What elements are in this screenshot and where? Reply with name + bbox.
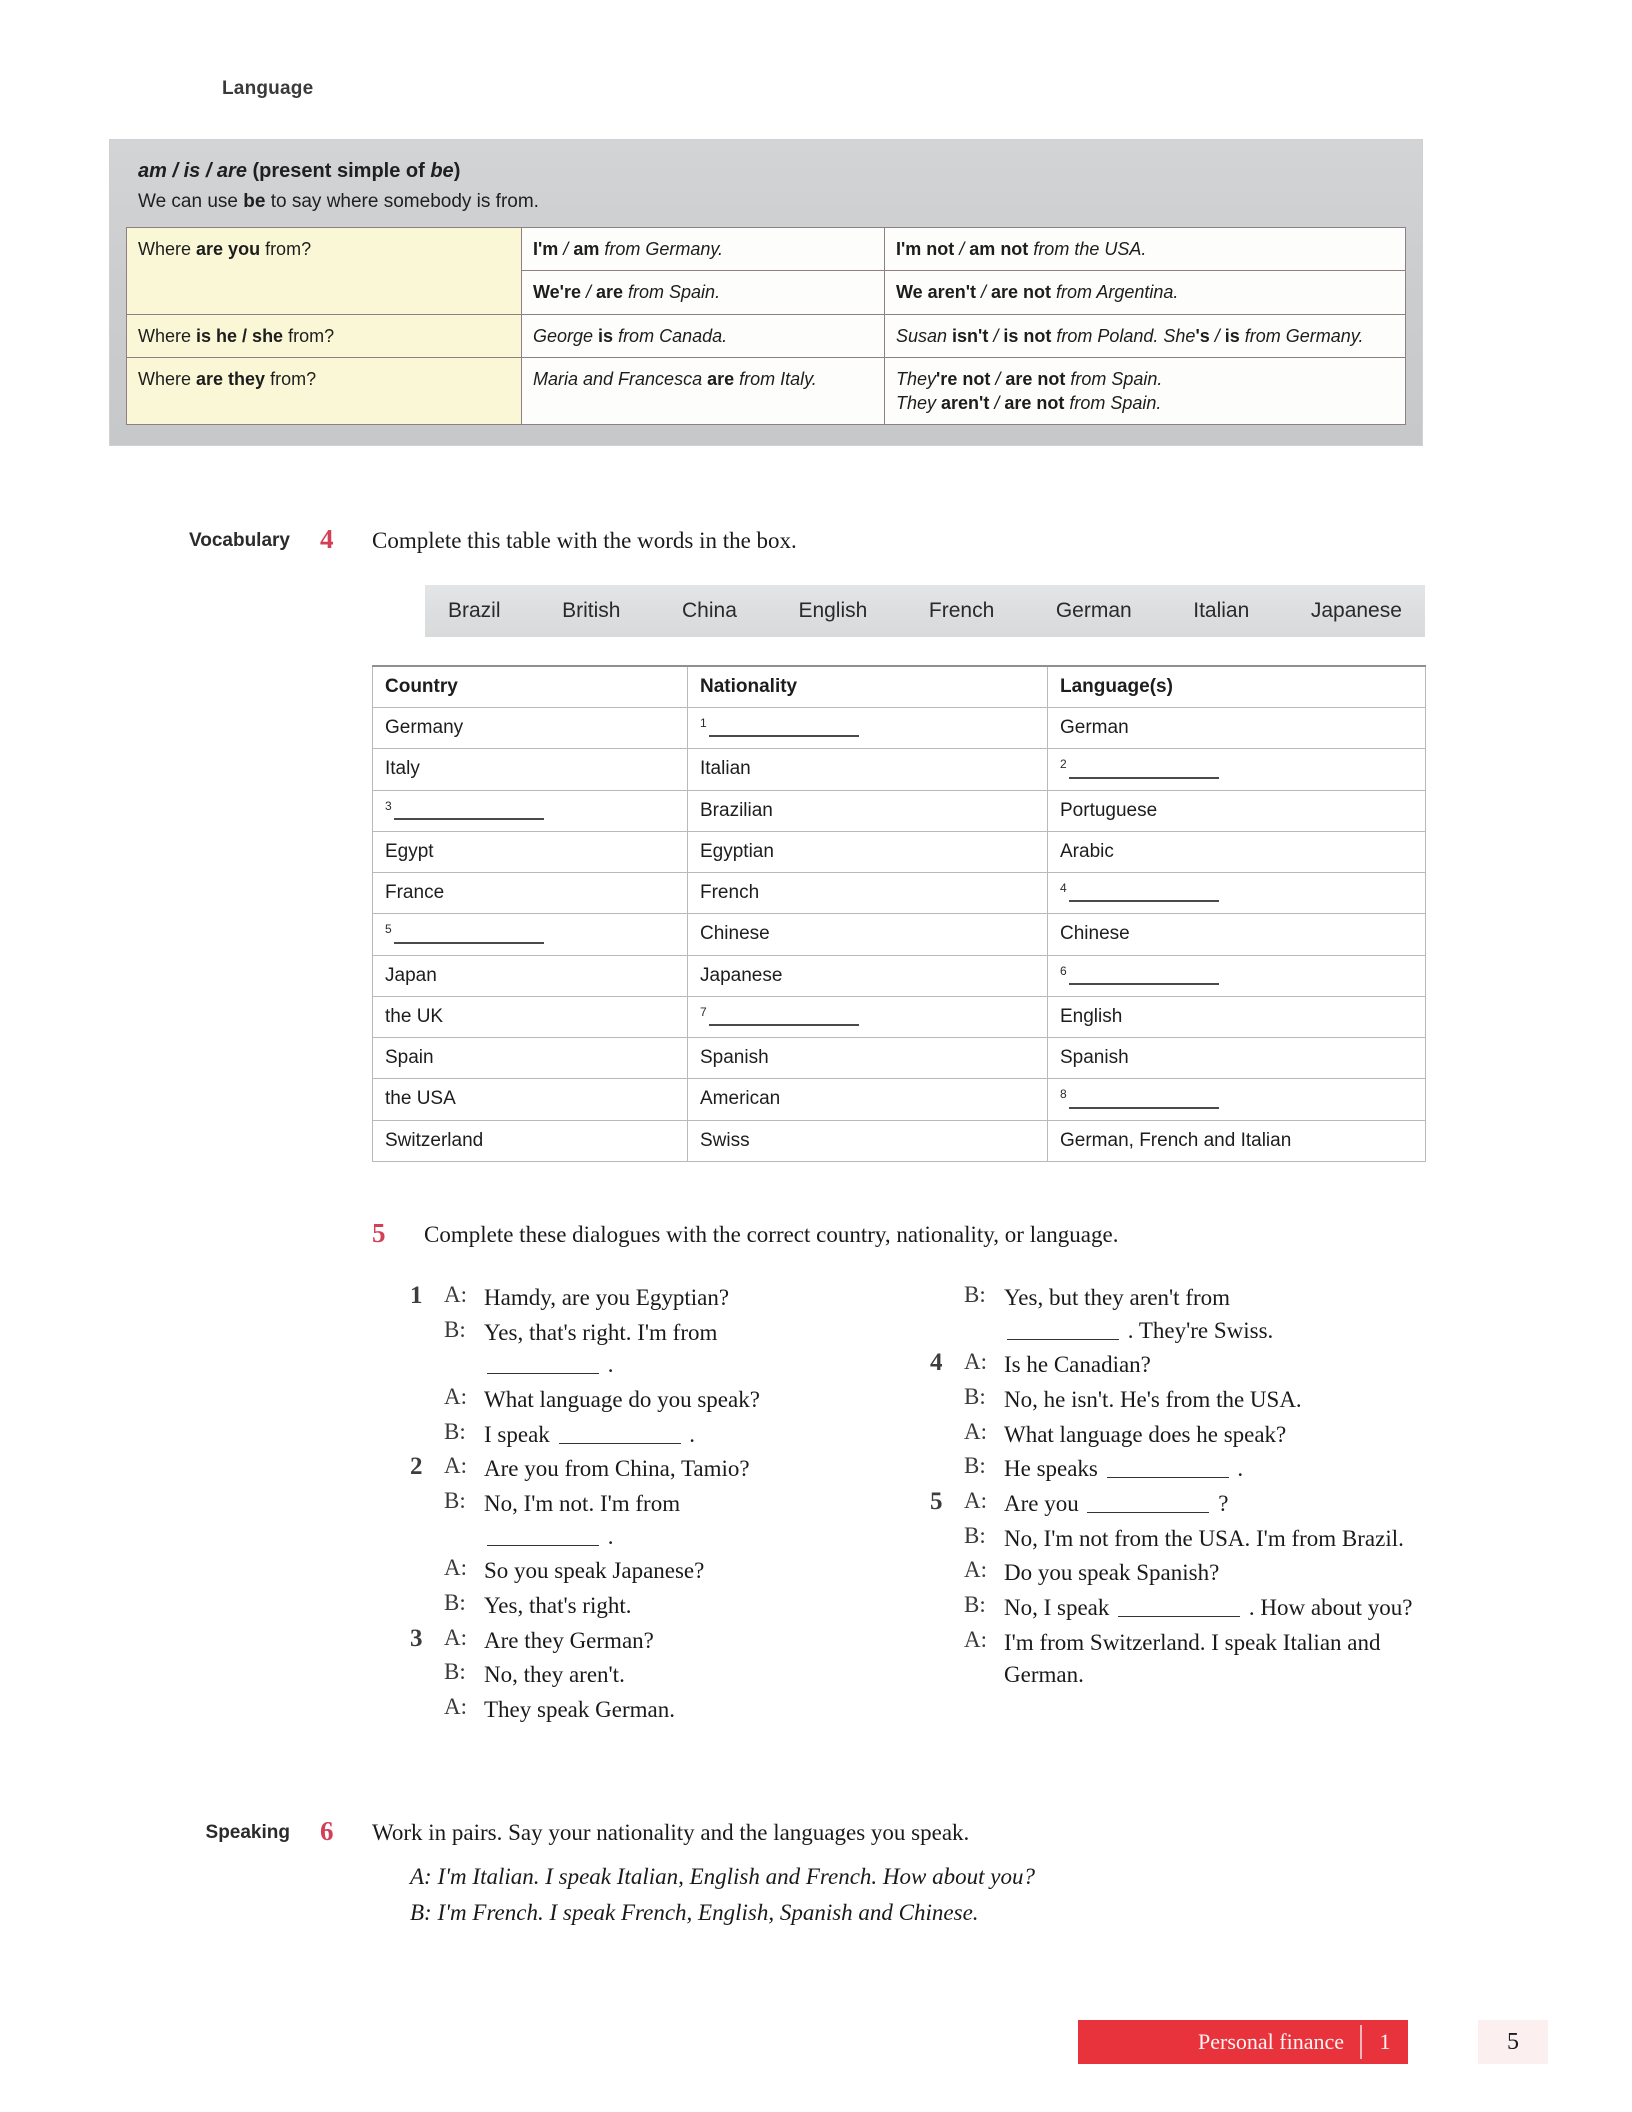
neg-mid: / — [954, 239, 970, 259]
dialogue-text-after: . — [602, 1523, 614, 1549]
answer-blank-line[interactable] — [487, 1360, 599, 1374]
cell-nationality: Spanish — [688, 1038, 1048, 1079]
cell-language: German — [1048, 708, 1426, 749]
table-row — [373, 1120, 1426, 1161]
grammar-title-be: be — [430, 160, 454, 182]
cell-language: Chinese — [1048, 914, 1426, 955]
q2-pre: Where — [138, 325, 197, 346]
dialogue-line — [410, 1694, 910, 1727]
table-row — [373, 872, 1426, 913]
cell-nationality: Swiss — [688, 1120, 1048, 1161]
table-header-row — [373, 666, 1426, 708]
gutter-label-vocabulary: Vocabulary — [188, 530, 290, 551]
dialogue-line — [410, 1453, 910, 1486]
answer-blank-2[interactable] — [1048, 749, 1426, 790]
dialogue-text: What language does he speak? — [1004, 1421, 1287, 1447]
dialogue-speaker: B: — [444, 1589, 466, 1615]
speaking-example-a-speaker: A: — [410, 1864, 432, 1889]
grammar-neg-imnot — [885, 228, 1406, 271]
blank-number: 3 — [385, 798, 392, 813]
exercise-5-instruction: Complete these dialogues with the correct country, nationality, or language. — [424, 1222, 1119, 1247]
blank-number: 7 — [700, 1004, 707, 1019]
dialogue-line — [410, 1625, 910, 1658]
word-bank-item[interactable]: Brazil — [448, 599, 501, 622]
dialogue-text: No, he isn't. He's from the USA. — [1004, 1386, 1302, 1412]
neg-rest: from the USA. — [1028, 239, 1147, 259]
blank-line[interactable] — [1069, 1093, 1219, 1109]
grammar-box-title — [138, 160, 1406, 183]
dialogue-text: Do you speak Spanish? — [1004, 1560, 1220, 1586]
answer-blank-line[interactable] — [1107, 1464, 1229, 1478]
answer-blank-7[interactable] — [688, 996, 1048, 1037]
cell-nationality: French — [688, 872, 1048, 913]
blank-line[interactable] — [1069, 763, 1219, 779]
exercise-number-6: 6 — [320, 1816, 334, 1846]
speaking-example-b — [410, 1900, 979, 1926]
dialogue-text: Are they German? — [484, 1627, 654, 1653]
dialogue-text: Are you from China, Tamio? — [484, 1456, 750, 1482]
grammar-aff-maria: Maria and Francesca are from Italy. — [522, 357, 885, 425]
dialogue-text — [484, 1317, 910, 1382]
dialogue-number: 5 — [930, 1487, 943, 1515]
cell-country: Switzerland — [373, 1120, 688, 1161]
dialogue-speaker: B: — [964, 1383, 986, 1409]
grammar-aff-im — [522, 228, 885, 271]
blank-line[interactable] — [394, 804, 544, 820]
answer-blank-6[interactable] — [1048, 955, 1426, 996]
dialogue-text: No, I'm not from the USA. I'm from Brazil. — [1004, 1525, 1404, 1551]
dialogue-text: Yes, that's right. — [484, 1592, 632, 1618]
cell-country: Spain — [373, 1038, 688, 1079]
dialogue-line — [930, 1282, 1450, 1347]
dialogue-text-after: . — [683, 1421, 696, 1447]
dialogue-line — [410, 1384, 910, 1417]
dialogue-speaker: B: — [444, 1487, 466, 1513]
exercise-number-5: 5 — [372, 1218, 386, 1248]
dialogue-number: 4 — [930, 1349, 943, 1377]
table-row — [373, 749, 1426, 790]
cell-language: Arabic — [1048, 831, 1426, 872]
grammar-question-they — [127, 357, 522, 425]
blank-number: 1 — [700, 716, 707, 730]
q-pre: Where — [138, 239, 197, 259]
answer-blank-1[interactable] — [688, 708, 1048, 749]
grammar-neg-they: They're not / are not from Spain. They aren't / are not from Spain. — [885, 357, 1406, 425]
neg2-b1: We aren't — [896, 282, 976, 303]
dialogue-speaker: A: — [964, 1349, 987, 1375]
exercise-number-4: 4 — [320, 524, 334, 554]
dialogue-text-before: I speak — [484, 1421, 556, 1447]
grammar-box — [110, 140, 1422, 445]
dialogue-speaker: A: — [964, 1626, 987, 1652]
cell-nationality: Chinese — [688, 914, 1048, 955]
blank-line[interactable] — [1069, 886, 1219, 902]
neg2-rest: from Argentina. — [1051, 282, 1179, 303]
aff-b1: I'm — [533, 239, 559, 259]
dialogues-right-column — [930, 1282, 1450, 1694]
grammar-box-subtitle — [138, 191, 1406, 213]
gutter-label-speaking: Speaking — [205, 1822, 290, 1843]
cell-language: German, French and Italian — [1048, 1120, 1426, 1161]
grammar-sub-bold: be — [243, 191, 266, 212]
grammar-neg-susan: Susan isn't / is not from Poland. She's / is from Germany. — [885, 314, 1406, 357]
answer-blank-4[interactable] — [1048, 872, 1426, 913]
dialogue-line — [930, 1349, 1450, 1382]
blank-number: 5 — [385, 922, 392, 937]
answer-blank-line[interactable] — [1118, 1603, 1240, 1617]
dialogue-speaker: A: — [964, 1557, 987, 1583]
exercise-4-instruction: Complete this table with the words in the box. — [372, 528, 797, 553]
dialogue-text: Hamdy, are you Egyptian? — [484, 1285, 730, 1310]
grammar-title-rest: (present simple of — [246, 160, 431, 182]
q3-bold: are they — [196, 368, 266, 389]
grammar-aff-george — [522, 314, 885, 357]
answer-blank-line[interactable] — [1007, 1326, 1119, 1340]
dialogue-text-before: He speaks — [1004, 1456, 1104, 1482]
grammar-neg-werent — [885, 271, 1406, 314]
blank-line[interactable] — [709, 721, 859, 737]
cell-country: Italy — [373, 749, 688, 790]
answer-blank-line[interactable] — [1087, 1499, 1209, 1513]
dialogue-speaker: A: — [444, 1453, 467, 1479]
blank-number: 8 — [1060, 1087, 1067, 1102]
neg2-mid: / — [975, 282, 991, 303]
dialogue-line — [930, 1453, 1450, 1486]
dialogue-text — [1004, 1282, 1450, 1347]
table-row — [373, 708, 1426, 749]
dialogue-text — [1004, 1592, 1450, 1625]
exercise-6-instruction: Work in pairs. Say your nationality and the languages you speak. — [372, 1820, 970, 1845]
aff2-b2: are — [596, 282, 624, 303]
dialogue-text: They speak German. — [484, 1696, 675, 1722]
speaking-example-a — [410, 1864, 1035, 1890]
dialogue-number: 1 — [410, 1282, 423, 1309]
table-row — [373, 914, 1426, 955]
q3-post: from? — [265, 368, 317, 389]
cell-nationality: Brazilian — [688, 790, 1048, 831]
grammar-row-you-1 — [127, 228, 1406, 271]
dialogue-text-after: . How about you? — [1243, 1594, 1413, 1620]
speaking-example-b-text: I'm French. I speak French, English, Spanish and Chinese. — [437, 1900, 979, 1925]
dialogue-line — [930, 1419, 1450, 1452]
cell-country: the USA — [373, 1079, 688, 1120]
word-bank-item[interactable]: British — [562, 599, 621, 622]
dialogue-line — [930, 1627, 1450, 1692]
table-row — [373, 1038, 1426, 1079]
cell-nationality: Japanese — [688, 955, 1048, 996]
blank-line[interactable] — [394, 928, 544, 944]
dialogue-line — [410, 1419, 910, 1452]
grammar-title-forms: am / is / are — [138, 160, 247, 182]
dialogue-line — [930, 1384, 1450, 1417]
aff2-rest: from Spain. — [623, 282, 721, 303]
grammar-title-close: ) — [453, 160, 461, 182]
aff3-pre: George — [533, 325, 599, 346]
word-bank-item[interactable]: Japanese — [1310, 599, 1402, 622]
table-row — [373, 955, 1426, 996]
dialogue-text-before: No, I'm not. I'm from — [484, 1490, 681, 1516]
cell-nationality: American — [688, 1079, 1048, 1120]
cell-country: Japan — [373, 955, 688, 996]
table-row — [373, 1079, 1426, 1120]
dialogue-number: 3 — [410, 1624, 423, 1652]
dialogue-text: No, they aren't. — [484, 1662, 625, 1688]
grammar-question-heshe — [127, 314, 522, 357]
neg-b1: I'm not — [896, 239, 955, 259]
cell-language: English — [1048, 996, 1426, 1037]
table-row — [373, 831, 1426, 872]
q2-post: from? — [283, 325, 335, 346]
grammar-question-you — [127, 228, 522, 315]
aff-rest: from Germany. — [599, 239, 724, 259]
cell-nationality: Italian — [688, 749, 1048, 790]
grammar-row-heshe — [127, 314, 1406, 357]
dialogue-text-after: . — [1231, 1456, 1244, 1482]
aff2-mid: / — [580, 282, 596, 303]
dialogue-text-after: ? — [1212, 1490, 1229, 1516]
grammar-aff-were — [522, 271, 885, 314]
answer-blank-line[interactable] — [487, 1532, 599, 1546]
footer-unit-badge — [1078, 2020, 1408, 2064]
speaking-example-b-speaker: B: — [410, 1900, 432, 1925]
cell-language: Portuguese — [1048, 790, 1426, 831]
dialogue-text-before: Are you — [1004, 1490, 1085, 1516]
dialogue-line — [410, 1488, 910, 1553]
table-row — [373, 996, 1426, 1037]
dialogue-line — [410, 1555, 910, 1588]
dialogue-speaker: B: — [444, 1418, 466, 1444]
dialogue-speaker: B: — [964, 1591, 986, 1617]
dialogue-line — [410, 1659, 910, 1692]
dialogue-speaker: B: — [964, 1453, 986, 1479]
dialogue-text — [1004, 1488, 1450, 1521]
page-section-heading: Language — [222, 78, 314, 99]
aff3-post: from Canada. — [613, 325, 728, 346]
neg-b2: am not — [969, 239, 1029, 259]
grammar-row-they — [127, 357, 1406, 425]
footer-unit-number: 1 — [1379, 2029, 1391, 2054]
dialogue-number: 2 — [410, 1453, 423, 1481]
dialogue-text-before: Yes, that's right. I'm from — [484, 1319, 718, 1345]
dialogue-text — [1004, 1453, 1450, 1486]
grammar-table — [126, 227, 1406, 425]
q3-pre: Where — [138, 368, 197, 389]
dialogue-text: I'm from Switzerland. I speak Italian and German. — [1004, 1629, 1381, 1688]
q2-bold: is he / she — [196, 325, 284, 346]
grammar-sub-after: to say where somebody is from. — [265, 191, 539, 212]
cell-country: France — [373, 872, 688, 913]
dialogue-speaker: B: — [964, 1282, 986, 1307]
column-header-country: Country — [373, 666, 688, 708]
cell-country: the UK — [373, 996, 688, 1037]
dialogue-text-before: Yes, but they aren't from — [1004, 1285, 1231, 1310]
blank-line[interactable] — [1069, 969, 1219, 985]
dialogue-text: So you speak Japanese? — [484, 1558, 705, 1584]
dialogue-speaker: A: — [444, 1383, 467, 1409]
footer-page-number: 5 — [1478, 2020, 1548, 2064]
dialogue-line — [930, 1488, 1450, 1521]
word-bank-box — [425, 585, 1425, 637]
dialogue-text: Is he Canadian? — [1004, 1352, 1151, 1378]
dialogue-line — [410, 1317, 910, 1382]
dialogue-line — [410, 1590, 910, 1623]
dialogue-speaker: A: — [444, 1693, 467, 1719]
dialogue-speaker: A: — [964, 1418, 987, 1444]
word-bank-item[interactable]: German — [1055, 599, 1132, 622]
blank-number: 2 — [1060, 757, 1067, 772]
aff3-bold: is — [598, 325, 614, 346]
answer-blank-5[interactable] — [373, 914, 688, 955]
dialogue-speaker: B: — [444, 1316, 466, 1342]
dialogue-speaker: B: — [964, 1522, 986, 1548]
q-bold: are you — [196, 239, 261, 259]
table-row — [373, 790, 1426, 831]
word-bank-item[interactable]: Italian — [1193, 599, 1250, 622]
dialogue-text — [484, 1419, 910, 1452]
dialogue-text-before: No, I speak — [1004, 1594, 1116, 1620]
footer-unit-title: Personal finance — [1198, 2029, 1344, 2054]
dialogue-line — [930, 1592, 1450, 1625]
dialogue-line — [410, 1282, 910, 1315]
q-post: from? — [260, 239, 312, 259]
column-header-language: Language(s) — [1048, 666, 1426, 708]
dialogue-speaker: A: — [444, 1624, 467, 1650]
dialogue-text: What language do you speak? — [484, 1386, 760, 1412]
neg2-b2: are not — [991, 282, 1052, 303]
dialogue-line — [930, 1557, 1450, 1590]
dialogue-speaker: A: — [964, 1487, 987, 1513]
answer-blank-3[interactable] — [373, 790, 688, 831]
cell-country: Egypt — [373, 831, 688, 872]
word-bank-item[interactable]: English — [798, 599, 868, 622]
dialogue-speaker: A: — [444, 1282, 467, 1307]
speaking-example-a-text: I'm Italian. I speak Italian, English and French. How about you? — [437, 1864, 1035, 1889]
aff2-b1: We're — [533, 282, 581, 303]
cell-language: Spanish — [1048, 1038, 1426, 1079]
dialogue-line — [930, 1523, 1450, 1556]
blank-number: 4 — [1060, 880, 1067, 895]
column-header-nationality: Nationality — [688, 666, 1048, 708]
blank-number: 6 — [1060, 963, 1067, 978]
word-bank-item[interactable]: China — [682, 599, 737, 622]
aff-mid: / — [558, 239, 574, 259]
blank-line[interactable] — [709, 1010, 859, 1026]
dialogue-speaker: B: — [444, 1659, 466, 1685]
aff-b2: am — [573, 239, 600, 259]
dialogue-text — [484, 1488, 910, 1553]
vocabulary-table — [372, 665, 1426, 1162]
dialogue-speaker: A: — [444, 1555, 467, 1581]
word-bank-item[interactable]: French — [928, 599, 995, 622]
cell-country: Germany — [373, 708, 688, 749]
grammar-sub-before: We can use — [138, 191, 244, 212]
dialogue-text-after: . They're Swiss. — [1122, 1317, 1274, 1343]
answer-blank-8[interactable] — [1048, 1079, 1426, 1120]
dialogues-left-column — [410, 1282, 910, 1729]
answer-blank-line[interactable] — [559, 1430, 681, 1444]
dialogue-text-after: . — [602, 1352, 614, 1378]
cell-nationality: Egyptian — [688, 831, 1048, 872]
